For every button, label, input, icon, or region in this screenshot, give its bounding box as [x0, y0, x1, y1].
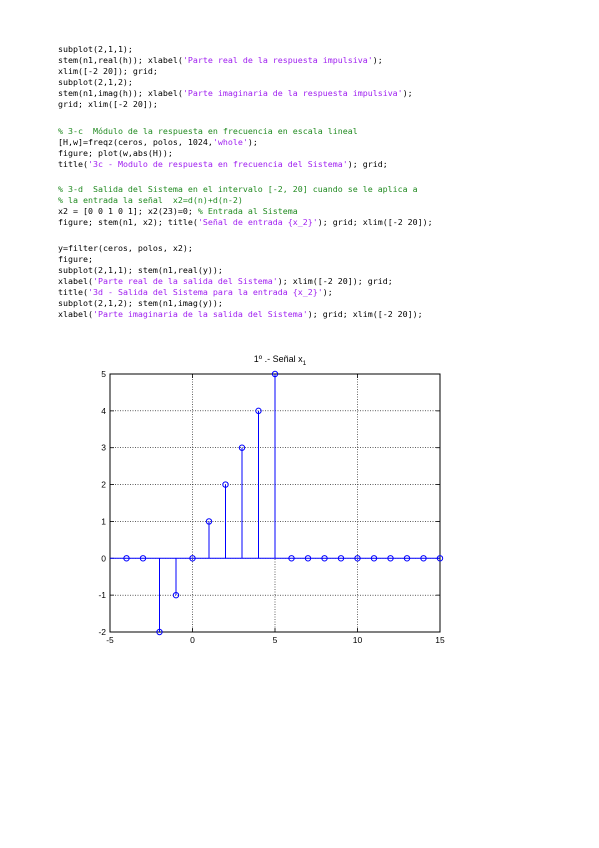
y-tick-label: 1	[101, 516, 106, 527]
code-text: y=filter(ceros, polos, x2);	[58, 243, 193, 253]
code-string: 'Parte real de la respuesta impulsiva'	[182, 55, 373, 65]
code-text: xlabel(	[58, 276, 93, 286]
x-tick-label: 15	[435, 635, 445, 645]
code-comment: % Entrada al Sistema	[197, 206, 298, 216]
code-block	[58, 126, 388, 170]
y-tick-label: 4	[101, 405, 106, 416]
code-block	[58, 184, 433, 228]
code-line	[58, 276, 423, 287]
code-text: stem(n1,real(h)); xlabel(	[58, 55, 183, 65]
code-line	[58, 99, 413, 110]
y-tick-label: 0	[101, 553, 106, 564]
code-text: xlabel(	[58, 309, 93, 319]
x-tick-label: 0	[190, 635, 195, 645]
code-text: figure;	[58, 254, 93, 264]
code-text: );	[322, 287, 333, 297]
code-line	[58, 137, 388, 148]
code-text: title(	[58, 159, 88, 169]
code-text: ); grid; xlim([-2 20]);	[317, 217, 433, 227]
x-tick-label: 10	[352, 635, 363, 645]
chart-title	[254, 354, 307, 367]
code-text: ); grid; xlim([-2 20]);	[307, 309, 423, 319]
code-text: );	[402, 88, 413, 98]
code-line	[58, 184, 433, 195]
code-text: subplot(2,1,1);	[58, 44, 133, 54]
code-string: '3c - Modulo de respuesta en frecuencia del Sistema'	[87, 159, 348, 169]
code-line	[58, 148, 388, 159]
chart-title-subscript: 1	[302, 360, 307, 367]
code-text: figure; stem(n1, x2); title(	[58, 217, 198, 227]
code-text: title(	[58, 287, 88, 297]
code-line	[58, 66, 413, 77]
tick-labels	[98, 369, 445, 645]
code-text: subplot(2,1,2); stem(n1,imag(y));	[58, 298, 223, 308]
code-line	[58, 309, 423, 320]
code-text: subplot(2,1,1); stem(n1,real(y));	[58, 265, 223, 275]
code-comment: % 3-d Salida del Sistema en el intervalo [-2, 20] cuando se le aplica a	[58, 184, 418, 194]
code-string: 'Parte imaginaria de la salida del Sistema'	[92, 309, 308, 319]
code-line	[58, 298, 423, 309]
code-comment: % 3-c Módulo de la respuesta en frecuencia en escala lineal	[58, 126, 358, 136]
code-text: grid; xlim([-2 20]);	[58, 99, 158, 109]
y-tick-label: 3	[101, 442, 106, 453]
code-line	[58, 88, 413, 99]
code-string: 'Parte imaginaria de la respuesta impulsiva'	[182, 88, 403, 98]
code-block	[58, 44, 413, 110]
code-text: ); grid;	[347, 159, 388, 169]
code-string: 'Parte real de la salida del Sistema'	[92, 276, 278, 286]
code-line	[58, 254, 423, 265]
chart-title-text: 1º .- Señal x	[253, 354, 303, 364]
stem-chart	[90, 348, 470, 653]
y-tick-label: 5	[101, 369, 106, 379]
code-line	[58, 159, 388, 170]
code-string: 'whole'	[212, 137, 248, 147]
code-string: 'Señal de entrada {x_2}'	[197, 217, 318, 227]
code-line	[58, 265, 423, 276]
code-line	[58, 44, 413, 55]
code-line	[58, 206, 433, 217]
code-line	[58, 243, 423, 254]
code-text: subplot(2,1,2);	[58, 77, 133, 87]
code-line	[58, 55, 413, 66]
code-line	[58, 217, 433, 228]
code-block	[58, 243, 423, 320]
code-text: );	[247, 137, 258, 147]
code-line	[58, 195, 433, 206]
y-tick-label: 2	[101, 479, 106, 490]
code-text: xlim([-2 20]); grid;	[58, 66, 158, 76]
code-comment: % la entrada la señal x2=d(n)+d(n-2)	[58, 195, 243, 205]
code-text: x2 = [0 0 1 0 1]; x2(23)=0;	[58, 206, 198, 216]
y-tick-label: -1	[98, 590, 106, 601]
code-line	[58, 77, 413, 88]
code-text: );	[372, 55, 383, 65]
code-text: ); xlim([-2 20]); grid;	[277, 276, 393, 286]
code-text: figure; plot(w,abs(H));	[58, 148, 173, 158]
code-line	[58, 287, 423, 298]
code-text: stem(n1,imag(h)); xlabel(	[58, 88, 183, 98]
x-tick-label: 5	[272, 635, 278, 645]
code-text: [H,w]=freqz(ceros, polos, 1024,	[58, 137, 213, 147]
x-tick-label: -5	[106, 635, 114, 645]
y-tick-label: -2	[98, 627, 106, 637]
code-string: '3d - Salida del Sistema para la entrada {x_2}'	[87, 287, 323, 297]
code-line	[58, 126, 388, 137]
